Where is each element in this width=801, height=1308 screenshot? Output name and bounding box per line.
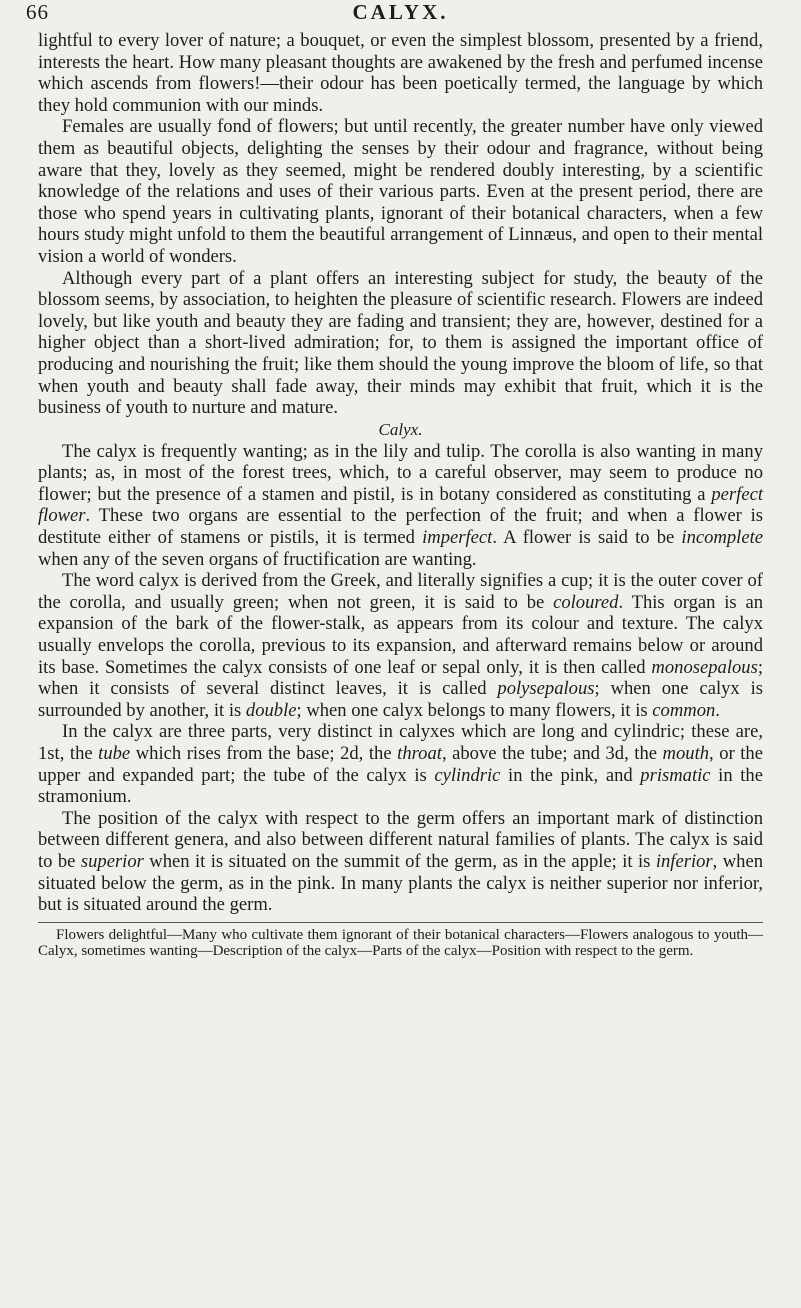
italic-term: imperfect [422,527,493,549]
paragraph-calyx-position [38,808,763,916]
text-run: The word calyx is derived from the Greek, and literally signifies a cup; it is the outer cover of the corolla, and usually green; when not green, it is said to be [38,570,763,613]
running-head [26,0,763,30]
text-run: , when situated below the germ, as in the pink. In many plants the calyx is neither superior nor inferior, but is situated around the germ. [38,850,763,916]
text-run: . This organ is an expansion of the bark of the flower-stalk, as appears from its colour and texture. The calyx usually envelops the corolla, previous to its expansion, and afterward remains below or around its base. Sometimes the calyx consists of one leaf or sepal only, it is then called [38,591,764,678]
paragraph-calyx-wanting [38,441,763,571]
italic-term: double [245,699,297,721]
paragraph-calyx-parts [38,721,763,807]
text-run: when any of the seven organs of fructification are wanting. [38,548,477,570]
paragraph-beauty: Although every part of a plant offers an interesting subject for study, the beauty of the blossom seems, by association, to heighten the pleasure of scientific research. Flowers are indeed lovely, but like youth and beauty they are fading and transient; they are, however, destined for a higher object than a short-lived admiration; for, to them is assigned the important office of producing and nourishing the fruit; like them should the young improve the bloom of life, so that when youth and beauty shall fade away, their minds may exhibit that fruit, which it is the business of youth to nurture and mature. [38,267,763,419]
text-run: , above the tube; and 3d, the [441,743,663,764]
chapter-summary: Flowers delightful—Many who cultivate them ignorant of their botanical characters—Flowers analogous to youth—Calyx, sometimes wanting—Description of the calyx—Parts of the calyx—Position with respect to the germ. [38,926,763,960]
italic-term: mouth [662,743,710,764]
italic-term: monosepalous [651,656,758,678]
italic-term: cylindric [434,764,501,786]
italic-term: common [652,699,716,721]
text-run: in the stramonium. [38,764,763,808]
text-run: . [715,699,720,721]
text-run: The position of the calyx with respect to the germ offers an important mark of distinction between different genera, and also between different natural families of plants. The calyx is said to be [38,807,763,872]
italic-term: polysepalous [497,678,595,700]
text-run: , or the upper and expanded part; the tube of the calyx is [38,743,763,786]
italic-term: prismatic [640,764,711,786]
section-heading: Calyx. [378,419,423,439]
text-run: . A flower is said to be [492,527,682,549]
italic-term: inferior [655,850,713,872]
italic-term: superior [80,850,144,872]
text-run: The calyx is frequently wanting; as in the lily and tulip. The corolla is also wanting in many plants; as, in most of the forest trees, which, to a careful observer, may seem to produce no flower; but the presence of a stamen and pistil, is in botany considered as constituting a [38,440,763,505]
text-run: ; when it consists of several distinct leaves, it is called [38,656,763,700]
italic-term: incomplete [681,527,763,549]
italic-term: coloured [553,591,619,613]
paragraph-calyx-definition [38,570,763,721]
text-run: in the pink, and [500,764,641,786]
italic-term: tube [98,743,131,764]
text-run: when it is situated on the summit of the germ, as in the apple; it is [143,850,656,872]
body-text [38,30,763,916]
text-run: ; when one calyx belongs to many flowers, it is [296,699,653,721]
text-run: In the calyx are three parts, very distinct in calyxes which are long and cylindric; these are, 1st, the [38,721,763,764]
text-run: which rises from the base; 2d, the [130,743,398,764]
text-run: . These two organs are essential to the perfection of the fruit; and when a flower is destitute either of stamens or pistils, it is termed [38,505,763,549]
text-run: ; when one calyx is surrounded by another, it is [38,678,763,721]
italic-term: throat [397,743,442,764]
page-number: 66 [26,0,49,24]
paragraph-females: Females are usually fond of flowers; but until recently, the greater number have only viewed them as beautiful objects, delighting the senses by their odour and fragrance, without being aware that they, lovely as they seemed, might be rendered doubly interesting, by a scientific knowledge of the relations and uses of their various parts. Even at the present period, there are those who spend years in cultivating plants, ignorant of their botanical characters, when a few hours study might unfold to them the beautiful arrangement of Linnæus, and open to their mental vision a world of wonders. [38,116,763,267]
divider-rule [38,922,763,923]
running-title: CALYX. [352,0,449,24]
italic-term: perfect flower [38,483,763,527]
paragraph-continued: lightful to every lover of nature; a bouquet, or even the simplest blossom, presented by a friend, interests the heart. How many pleasant thoughts are awakened by the fresh and perfumed incense which ascends from flowers!—their odour has been poetically termed, the language by which they hold communion with our minds. [38,30,763,116]
